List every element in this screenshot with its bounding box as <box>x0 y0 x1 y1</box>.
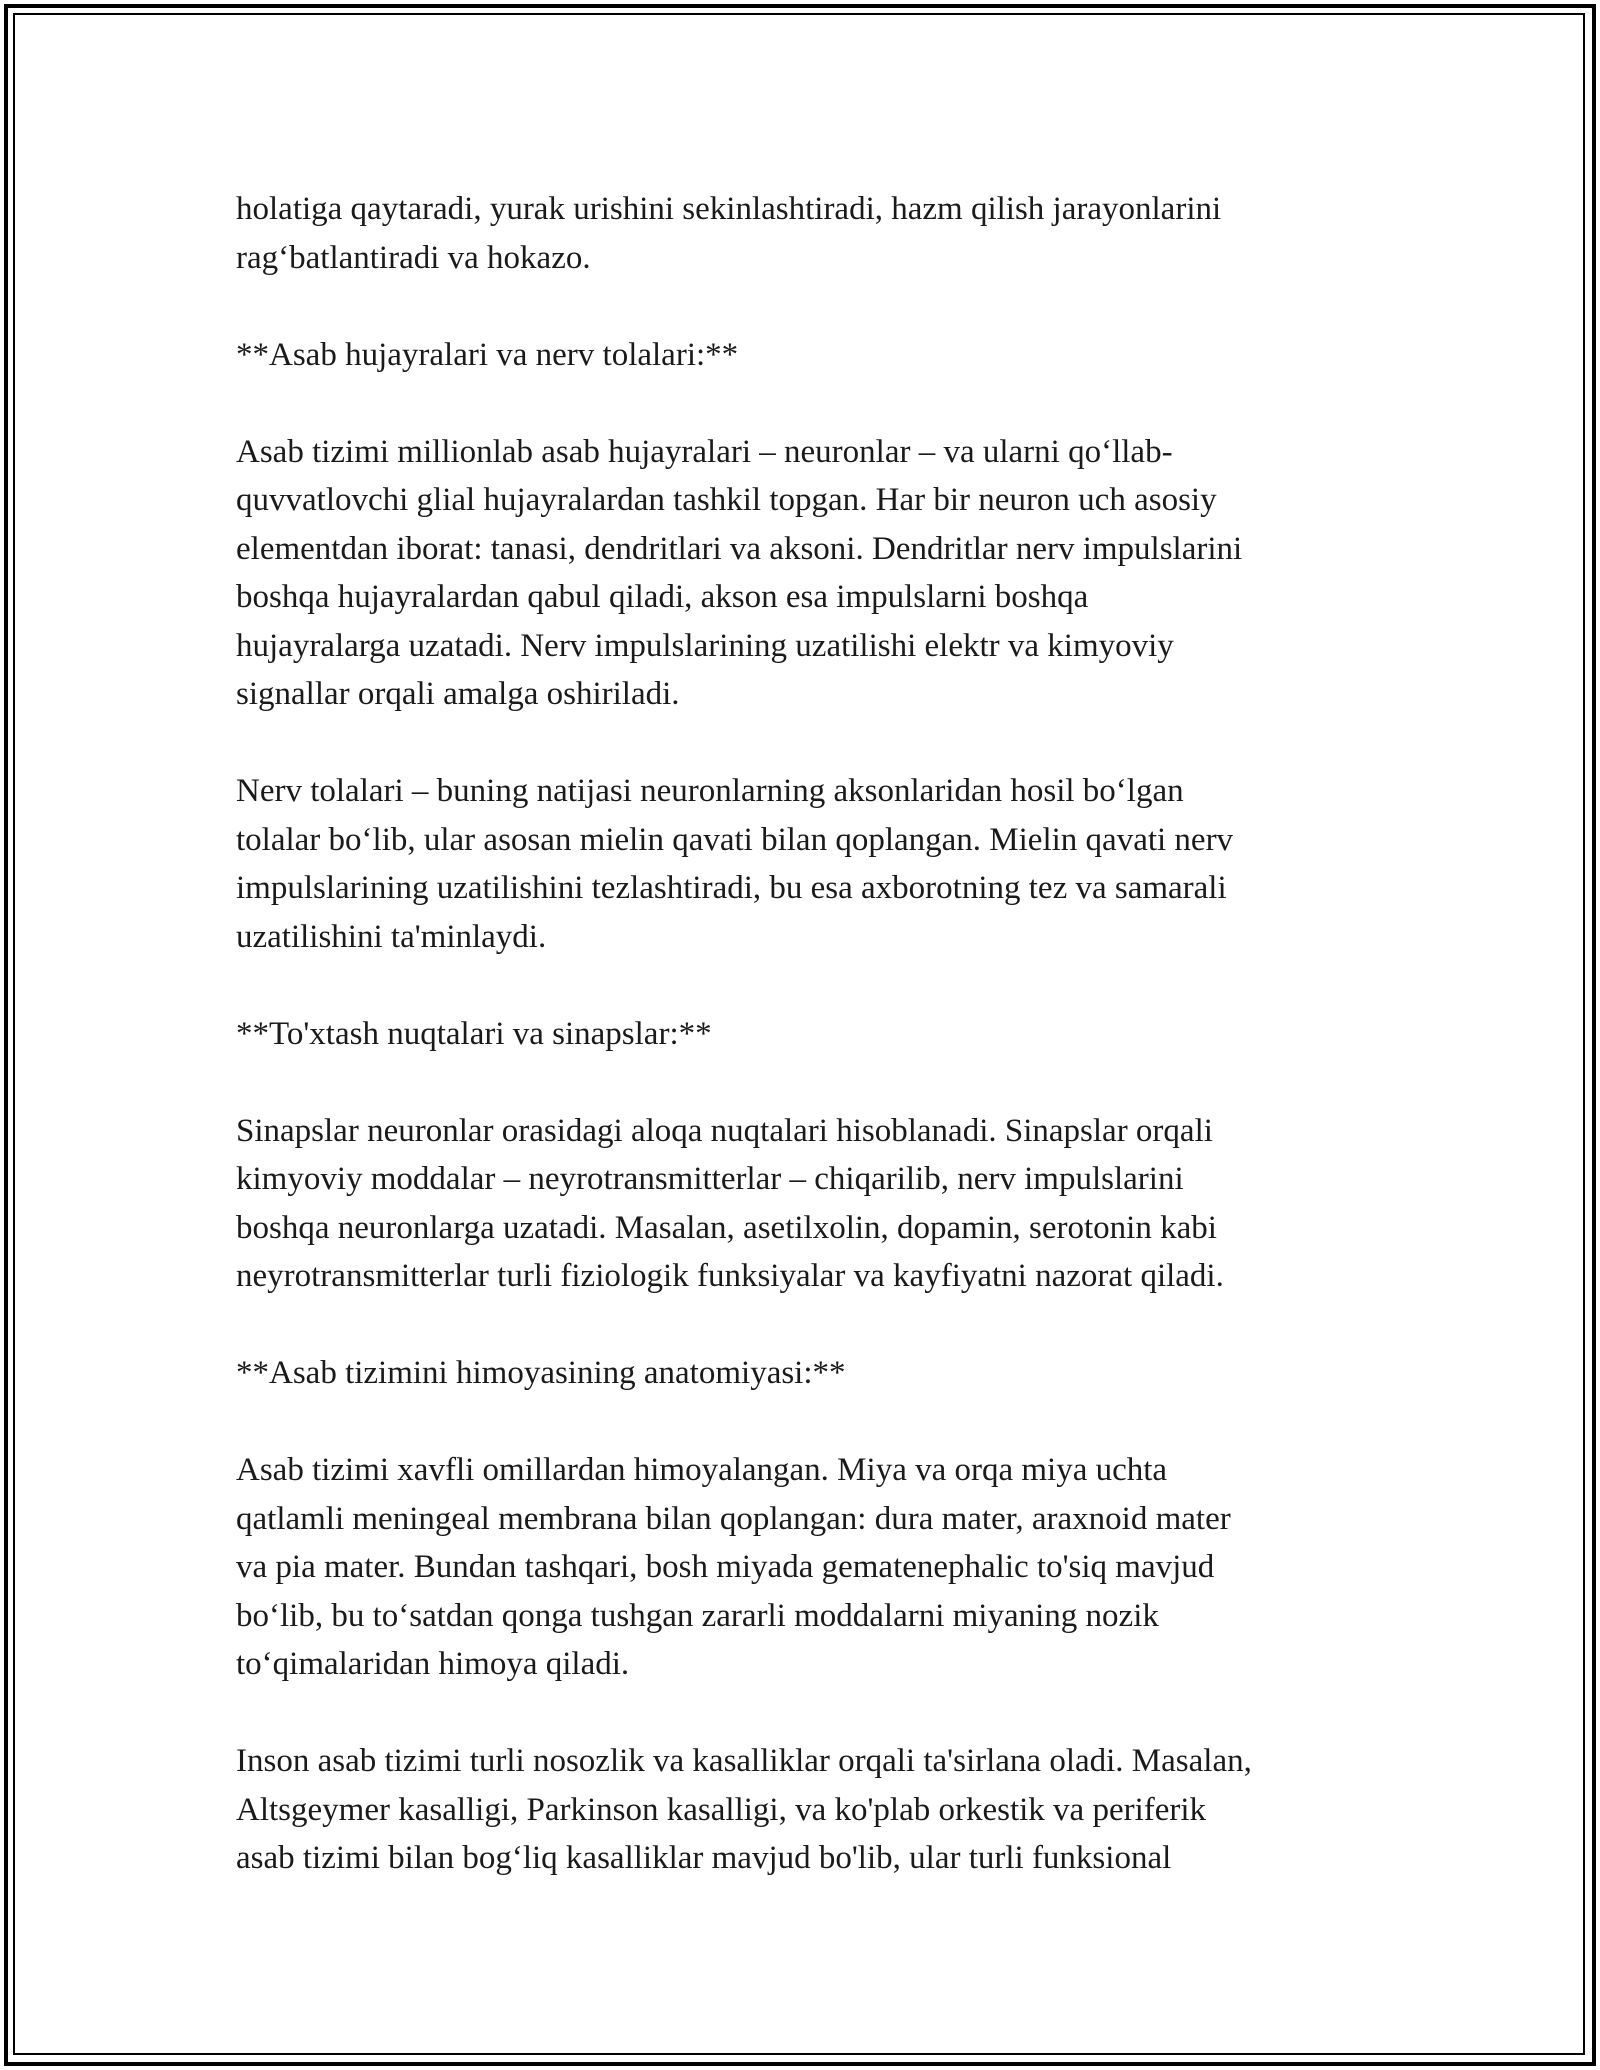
heading-text: **Asab tizimini himoyasining anatomiyasi:** <box>236 1355 846 1391</box>
paragraph <box>236 428 1396 719</box>
text-line: uzatilishini ta'minlaydi. <box>236 918 547 955</box>
paragraph <box>236 1737 1396 1883</box>
text-line: holatiga qaytaradi, yurak urishini sekinlashtiradi, hazm qilish jarayonlarini <box>236 191 1222 227</box>
section-heading <box>236 331 1396 380</box>
text-line: elementdan iborat: tanasi, dendritlari va aksoni. Dendritlar nerv impulslarini <box>236 530 1243 567</box>
text-line: Asab tizimi millionlab asab hujayralari – neuronlar – va ularni qo‘llab- <box>236 433 1173 470</box>
text-line: quvvatlovchi glial hujayralardan tashkil topgan. Har bir neuron uch asosiy <box>236 482 1217 518</box>
document-body <box>236 185 1396 1931</box>
text-line: va pia mater. Bundan tashqari, bosh miyada gematenephalic to'siq mavjud <box>236 1549 1215 1585</box>
heading-text: **To'xtash nuqtalari va sinapslar:** <box>236 1015 712 1052</box>
section-heading <box>236 1010 1396 1059</box>
text-line: Asab tizimi xavfli omillardan himoyalangan. Miya va orqa miya uchta <box>236 1452 1168 1488</box>
paragraph <box>236 185 1396 282</box>
text-line: hujayralarga uzatadi. Nerv impulslarining uzatilishi elektr va kimyoviy <box>236 627 1174 664</box>
text-line: Sinapslar neuronlar orasidagi aloqa nuqtalari hisoblanadi. Sinapslar orqali <box>236 1112 1213 1149</box>
text-line: signallar orqali amalga oshiriladi. <box>236 676 680 712</box>
text-line: qatlamli meningeal membrana bilan qoplangan: dura mater, araxnoid mater <box>236 1500 1231 1537</box>
text-line: tolalar bo‘lib, ular asosan mielin qavati bilan qoplangan. Mielin qavati nerv <box>236 821 1234 858</box>
text-line: Inson asab tizimi turli nosozlik va kasalliklar orqali ta'sirlana oladi. Masalan, <box>236 1743 1252 1779</box>
text-line: to‘qimalaridan himoya qiladi. <box>236 1646 630 1682</box>
text-line: Nerv tolalari – buning natijasi neuronlarning aksonlaridan hosil bo‘lgan <box>236 773 1184 809</box>
text-line: bo‘lib, bu to‘satdan qonga tushgan zararli moddalarni miyaning nozik <box>236 1597 1159 1634</box>
text-line: neyrotransmitterlar turli fiziologik funksiyalar va kayfiyatni nazorat qiladi. <box>236 1258 1224 1294</box>
text-line: rag‘batlantiradi va hokazo. <box>236 239 591 276</box>
paragraph <box>236 1446 1396 1689</box>
paragraph <box>236 767 1396 961</box>
text-line: impulslarining uzatilishini tezlashtiradi, bu esa axborotning tez va samarali <box>236 870 1227 906</box>
text-line: kimyoviy moddalar – neyrotransmitterlar – chiqarilib, nerv impulslarini <box>236 1161 1184 1197</box>
text-line: asab tizimi bilan bog‘liq kasalliklar mavjud bo'lib, ular turli funksional <box>236 1840 1172 1876</box>
text-line: boshqa neuronlarga uzatadi. Masalan, asetilxolin, dopamin, serotonin kabi <box>236 1209 1217 1246</box>
section-heading <box>236 1349 1396 1398</box>
paragraph <box>236 1107 1396 1301</box>
heading-text: **Asab hujayralari va nerv tolalari:** <box>236 336 739 373</box>
text-line: boshqa hujayralardan qabul qiladi, akson esa impulslarni boshqa <box>236 579 1089 615</box>
text-line: Altsgeymer kasalligi, Parkinson kasalligi, va ko'plab orkestik va periferik <box>236 1791 1207 1828</box>
